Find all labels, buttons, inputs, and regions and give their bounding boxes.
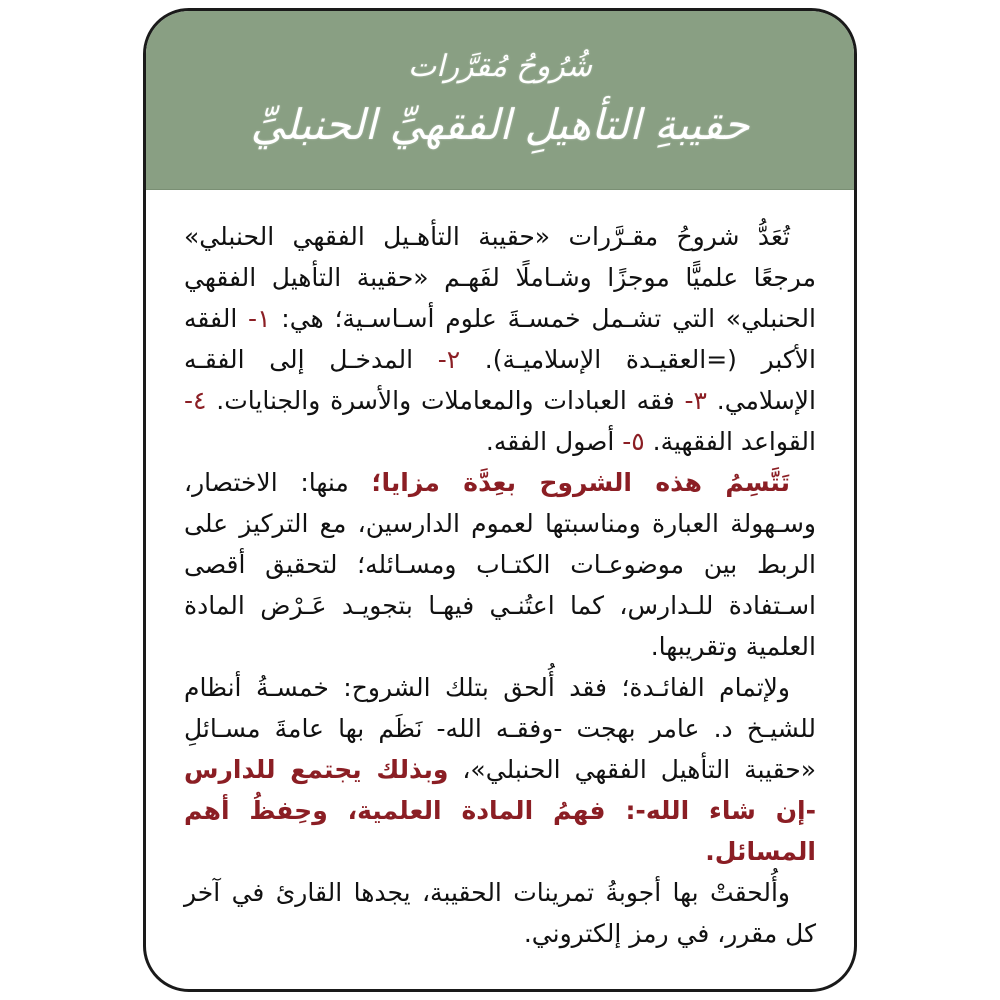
- item-text-4: القواعد الفقهية.: [644, 427, 816, 456]
- header-title: حقيبةِ التأهيلِ الفقهيِّ الحنبليِّ: [250, 100, 750, 150]
- poems-highlight: وبذلك يجتمع للدارس -إن شاء الله-: فهمُ المادة العلمية، وحِفظُ أهم المسائل.: [184, 755, 816, 866]
- features-highlight: تَتَّسِمُ هذه الشروح بعِدَّة مزايا؛: [371, 468, 790, 497]
- item-text-1: الفقه الأكبر (=العقيـدة الإسلاميـة).: [184, 304, 816, 374]
- item-number-2: ٢-: [437, 345, 461, 374]
- features-text: منها: الاختصار، وسـهولة العبارة ومناسبتها لعموم الدارسين، مع التركيز على الربط بين موضوعـات الكتـاب ومسـائله؛ لتحقيق أقصى اسـتفادة للـدارس، كما اعتُنـي فيهـا بتجويـد عَـرْض المادة العلمية وتقريبها.: [184, 468, 816, 661]
- item-text-3: فقه العبادات والمعاملات والأسرة والجنايات.: [206, 386, 685, 415]
- paragraph-answers: [184, 872, 816, 954]
- item-number-1: ١-: [248, 304, 271, 333]
- card-body: [146, 190, 854, 954]
- card-header: [146, 11, 854, 190]
- poems-text: ولإتمام الفائـدة؛ فقد أُلحق بتلك الشروح: خمسـةُ أنظام للشيـخ د. عامر بهجت -وفقـه الله- نَظَم بها عامةَ مسـائلِ «حقيبة التأهيل الفقهي الحنبلي»،: [184, 673, 816, 784]
- item-number-3: ٣-: [684, 386, 707, 415]
- header-subtitle: شُرُوحُ مُقرَّرات: [408, 48, 592, 84]
- paragraph-poems: [184, 667, 816, 872]
- item-text-2: المدخـل إلى الفقـه الإسلامي.: [184, 345, 816, 415]
- paragraph-intro: [184, 216, 816, 462]
- intro-text: تُعَدُّ شروحُ مقـرَّرات «حقيبة التأهـيل الفقهي الحنبلي» مرجعًا علميًّا موجزًا وشـاملًا لفَهـم «حقيبة التأهيل الفقهي الحنبلي» التي تشـمل خمسـةَ علوم أسـاسـية؛ هي:: [184, 222, 816, 333]
- info-card: [143, 8, 857, 992]
- paragraph-features: [184, 462, 816, 667]
- item-text-5: أصول الفقه.: [485, 427, 623, 456]
- item-number-5: ٥-: [622, 427, 645, 456]
- item-number-4: ٤-: [184, 386, 207, 415]
- answers-text: وأُلحقتْ بها أجوبةُ تمرينات الحقيبة، يجدها القارئ في آخر كل مقرر، في رمز إلكتروني.: [184, 878, 816, 948]
